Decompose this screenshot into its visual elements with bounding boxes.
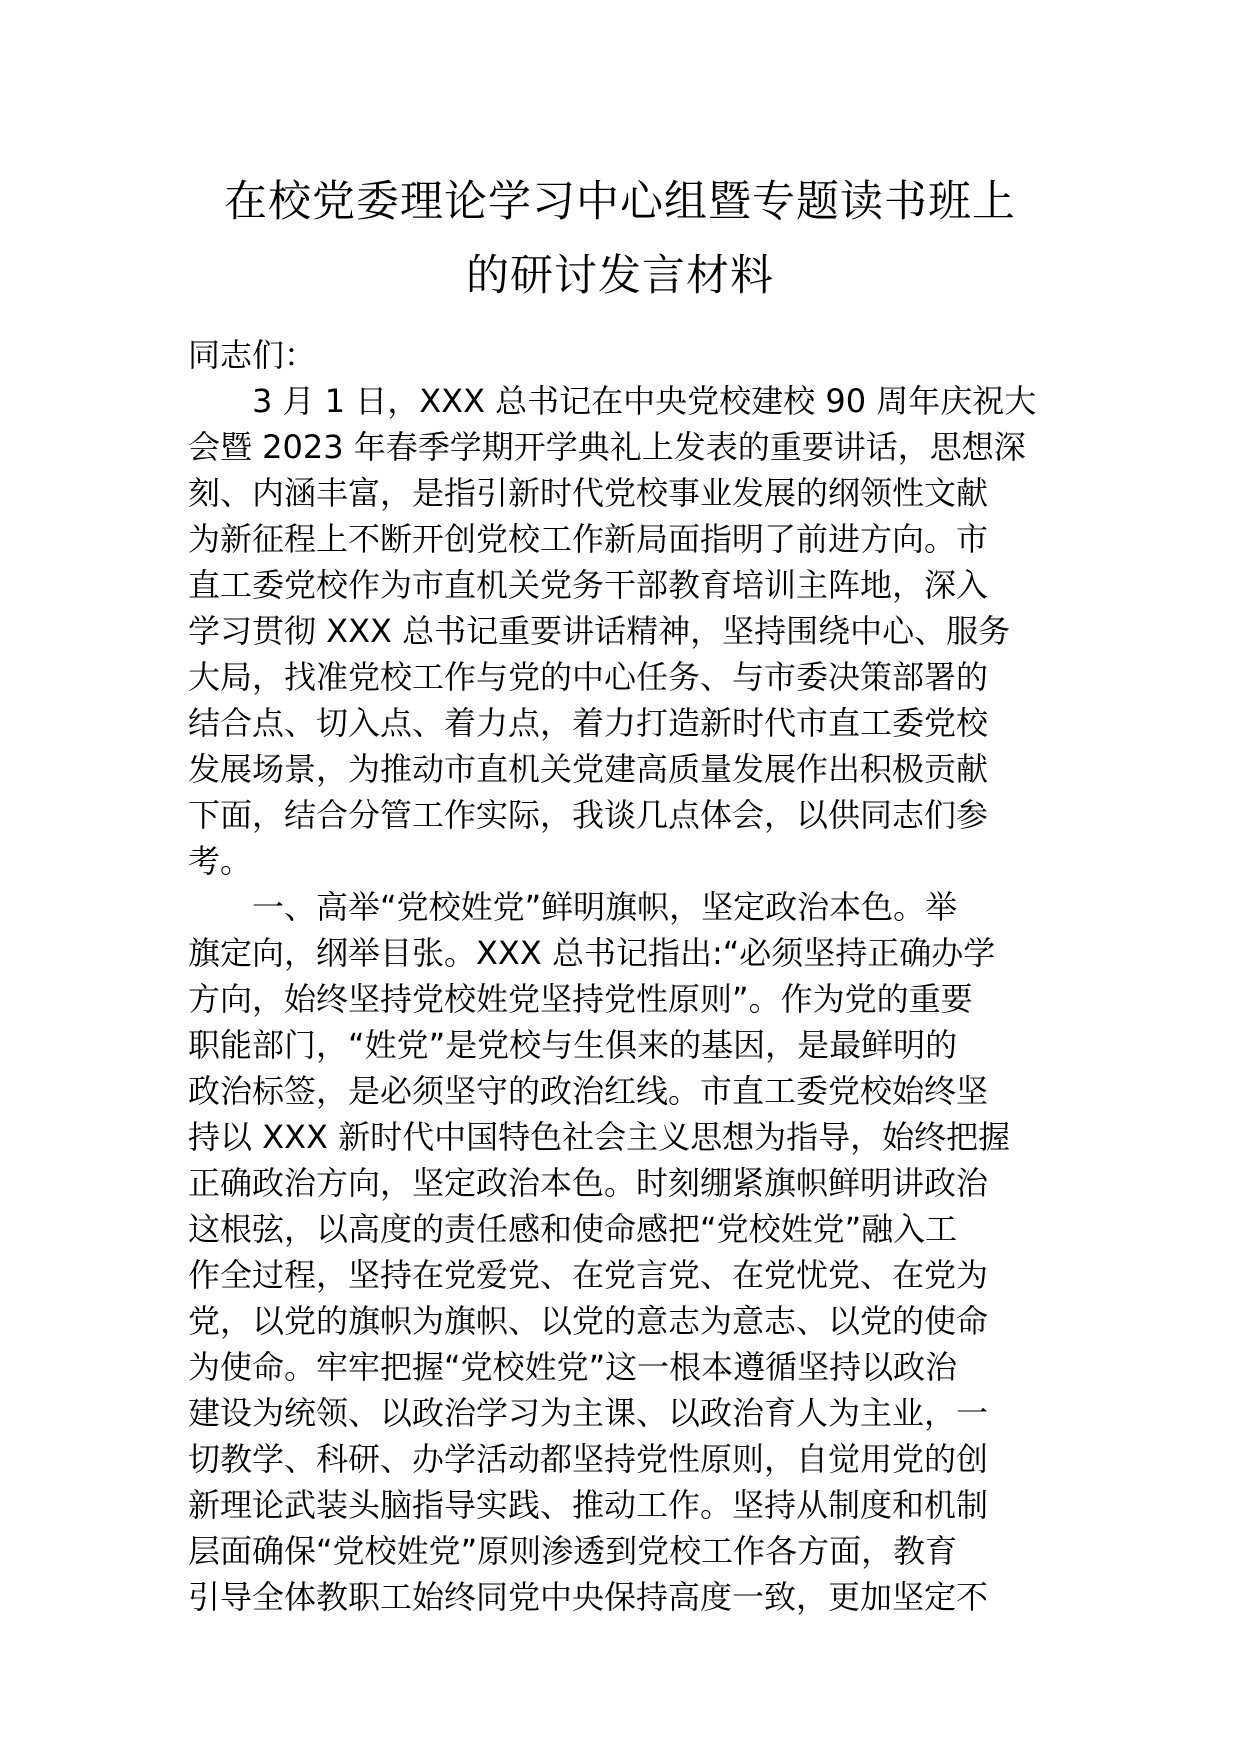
paragraph-line: 发展场景，为推动市直机关党建高质量发展作出积极贡献 [188,750,989,788]
paragraph-line: 正确政治方向，坚定政治本色。时刻绷紧旗帜鲜明讲政治 [188,1164,989,1202]
paragraph-line: 结合点、切入点、着力点，着力打造新时代市直工委党校 [188,704,989,742]
paragraph-line: 方向，始终坚持党校姓党坚持党性原则”。作为党的重要 [188,980,973,1018]
document-title-line-1: 在校党委理论学习中心组暨专题读书班上 [224,177,1016,227]
paragraph-line: 党，以党的旗帜为旗帜、以党的意志为意志、以党的使命 [188,1302,989,1340]
document-title-line-2: 的研讨发言材料 [466,251,774,301]
paragraph-line: 层面确保“党校姓党”原则渗透到党校工作各方面，教育 [188,1532,958,1570]
paragraph-line: 政治标签，是必须坚守的政治红线。市直工委党校始终坚 [188,1072,989,1110]
paragraph-line: 这根弦，以高度的责任感和使命感把“党校姓党”融入工 [188,1210,958,1248]
document-body [188,332,1058,1620]
paragraph-line: 切教学、科研、办学活动都坚持党性原则，自觉用党的创 [188,1440,989,1478]
paragraph-line: 考。 [188,842,253,880]
paragraph-line: 下面，结合分管工作实际，我谈几点体会，以供同志们参 [188,796,989,834]
salutation-line: 同志们： [188,336,317,374]
paragraph-line: 刻、内涵丰富，是指引新时代党校事业发展的纲领性文献 [188,474,989,512]
paragraph-line: 职能部门，“姓党”是党校与生俱来的基因，是最鲜明的 [188,1026,958,1064]
paragraph-line: 直工委党校作为市直机关党务干部教育培训主阵地，深入 [188,566,989,604]
paragraph-line: 建设为统领、以政治学习为主课、以政治育人为主业，一 [188,1394,989,1432]
paragraph-line: 3 月 1 日，XXX 总书记在中央党校建校 90 周年庆祝大 [252,382,1037,420]
paragraph-line: 持以 XXX 新时代中国特色社会主义思想为指导，始终把握 [188,1118,1011,1156]
paragraph-line: 会暨 2023 年春季学期开学典礼上发表的重要讲话，思想深 [188,428,1026,466]
paragraph-line: 大局，找准党校工作与党的中心任务、与市委决策部署的 [188,658,989,696]
paragraph-line: 作全过程，坚持在党爱党、在党言党、在党忧党、在党为 [188,1256,989,1294]
section-heading-line: 一、高举“党校姓党”鲜明旗帜，坚定政治本色。举 [252,888,958,926]
paragraph-line: 旗定向，纲举目张。XXX 总书记指出:“必须坚持正确办学 [188,934,996,972]
paragraph-line: 为新征程上不断开创党校工作新局面指明了前进方向。市 [188,520,989,558]
paragraph-line: 引导全体教职工始终同党中央保持高度一致，更加坚定不 [188,1578,989,1616]
paragraph-line: 新理论武装头脑指导实践、推动工作。坚持从制度和机制 [188,1486,989,1524]
paragraph-line: 学习贯彻 XXX 总书记重要讲话精神，坚持围绕中心、服务 [188,612,1011,650]
paragraph-line: 为使命。牢牢把握“党校姓党”这一根本遵循坚持以政治 [188,1348,958,1386]
